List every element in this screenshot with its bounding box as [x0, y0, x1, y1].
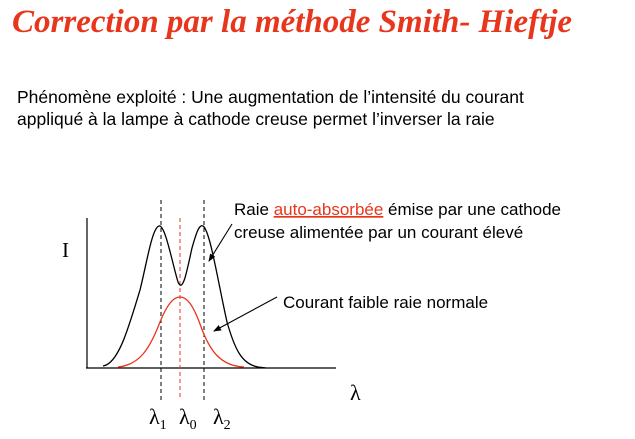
normal-curve [118, 297, 244, 367]
x-axis-label: λ [350, 380, 361, 405]
annotation-self-absorbed-line2: creuse alimentée par un courant élevé [234, 223, 524, 242]
annotation-suffix: émise par une cathode [383, 200, 561, 219]
annotation-prefix: Raie [234, 200, 274, 219]
lambda-0-label: $\lambda_0$ [179, 404, 197, 433]
lambda-1-label: $\lambda_1$ [149, 404, 167, 433]
intro-line-1: Phénomène exploité : Une augmentation de l’intensité du courant [17, 87, 524, 107]
annotation-highlight: auto-absorbée [273, 200, 384, 219]
annotation-normal: Courant faible raie normale [283, 293, 489, 312]
lambda-2-label: $\lambda_2$ [213, 404, 231, 433]
self-absorbed-curve [103, 226, 266, 368]
intro-line-2: appliqué à la lampe à cathode creuse permet l’inverser la raie [17, 109, 495, 129]
annotation-self-absorbed-line1 [234, 200, 561, 219]
page-title: Correction par la méthode Smith- Hieftje [12, 4, 573, 40]
arrow-self-absorbed [209, 224, 232, 261]
arrow-normal [214, 297, 277, 331]
y-axis-label: I [62, 238, 69, 262]
